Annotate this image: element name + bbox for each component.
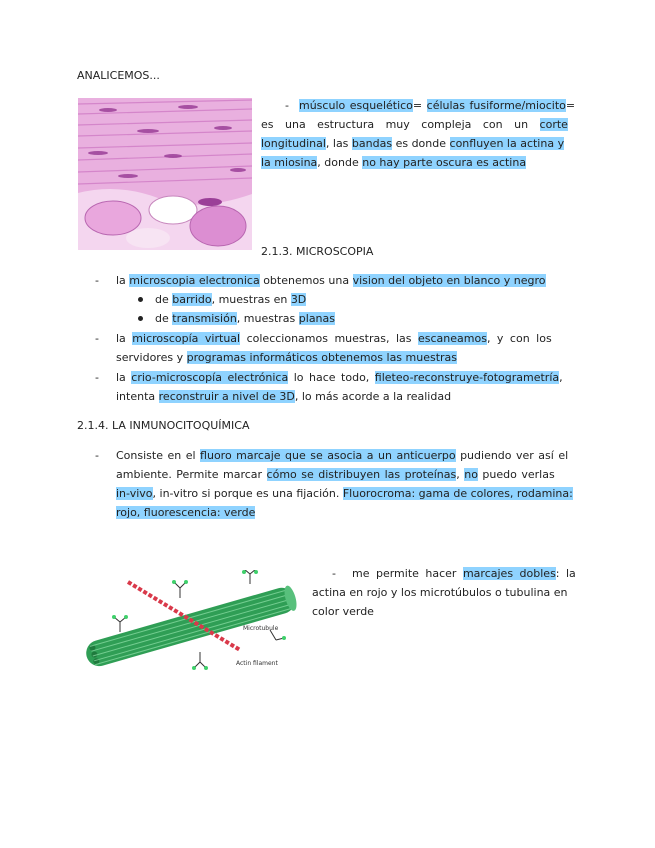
bullet-dash: - — [95, 449, 99, 462]
dobles-line-1 — [352, 564, 576, 583]
bullet-dash: - — [95, 371, 99, 384]
micro-bullet-3b — [116, 387, 451, 406]
micro-bullet-2a — [116, 329, 552, 348]
hl-bandas: bandas — [351, 137, 393, 150]
t: = — [565, 99, 576, 112]
t: : la — [555, 567, 576, 580]
t: , y con los — [486, 332, 552, 345]
t: lo hace todo, — [288, 371, 375, 384]
muscle-line-4 — [261, 153, 526, 172]
t: Consiste en el — [116, 449, 201, 462]
t: = — [412, 99, 427, 112]
t: servidores y — [116, 351, 187, 364]
inmuno-line-1 — [116, 446, 568, 465]
bullet-dash: - — [95, 332, 99, 345]
t: , muestras — [236, 312, 299, 325]
inmuno-line-3 — [116, 484, 573, 503]
t: es donde — [392, 137, 450, 150]
micro-sub-1 — [155, 290, 306, 309]
hl: crio-microscopía electrónica — [131, 371, 289, 384]
hl-longitudinal: longitudinal — [261, 137, 326, 150]
hl-celulas: células fusiforme/miocito — [426, 99, 566, 112]
hl-confluyen: confluyen la actina y — [449, 137, 565, 150]
hl: rojo, fluorescencia: verde — [116, 506, 256, 519]
t: pudiendo ver así el — [455, 449, 569, 462]
t: , muestras en — [211, 293, 291, 306]
micro-sub-2 — [155, 309, 335, 328]
dobles-line-2: actina en rojo y los microtúbulos o tubulina en — [312, 586, 568, 599]
muscle-line-3 — [261, 134, 564, 153]
hl: fluoro marcaje que se asocia a un anticuerpo — [200, 449, 456, 462]
muscle-histology-image — [78, 98, 252, 250]
hl: microscopia electronica — [129, 274, 260, 287]
t: coleccionamos muestras, las — [240, 332, 418, 345]
hl-corte: corte — [539, 118, 568, 131]
label-actin-filament: Actin filament — [236, 660, 278, 667]
hl: transmisión — [172, 312, 237, 325]
heading-analicemos: ANALICEMOS... — [77, 69, 160, 82]
t: intenta — [116, 390, 159, 403]
t: me permite hacer — [352, 567, 463, 580]
t: obtenemos una — [259, 274, 353, 287]
inmuno-line-4 — [116, 503, 255, 522]
bullet-dash: - — [332, 567, 336, 580]
hl-musculo: músculo esquelético — [299, 99, 413, 112]
t: de — [155, 293, 173, 306]
t: la — [116, 274, 130, 287]
t: la — [116, 332, 133, 345]
micro-bullet-2b — [116, 348, 457, 367]
bullet-dash: - — [95, 274, 99, 287]
hl: in-vivo — [116, 487, 153, 500]
hl: reconstruir a nivel de 3D — [158, 390, 295, 403]
sub-bullet-dot — [138, 297, 143, 302]
hl: programas informáticos obtenemos las muestras — [186, 351, 458, 364]
section-title-inmunocitoquimica: 2.1.4. LA INMUNOCITOQUÍMICA — [77, 419, 250, 432]
t: , — [456, 468, 465, 481]
t: , in-vitro si porque es una fijación. — [152, 487, 343, 500]
hl: no — [464, 468, 478, 481]
t: , lo más acorde a la realidad — [294, 390, 452, 403]
t: de — [155, 312, 173, 325]
hl: escaneamos — [417, 332, 487, 345]
t: ambiente. Permite marcar — [116, 468, 267, 481]
inmuno-line-2 — [116, 465, 555, 484]
hl-marcajes-dobles: marcajes dobles — [462, 567, 556, 580]
micro-bullet-3a — [116, 368, 563, 387]
t: la — [116, 371, 132, 384]
micro-bullet-1 — [116, 271, 546, 290]
t: , las — [325, 137, 352, 150]
hl: Fluorocroma: gama de colores, rodamina: — [342, 487, 573, 500]
hl: vision del objeto en blanco y negro — [352, 274, 546, 287]
t: , donde — [317, 156, 363, 169]
bullet-dash: - — [285, 99, 289, 112]
sub-bullet-dot — [138, 316, 143, 321]
muscle-line-1 — [299, 96, 579, 115]
label-microtubule: Microtubule — [243, 625, 279, 632]
hl-no-oscura: no hay parte oscura es actina — [362, 156, 527, 169]
hl: fileteo-reconstruye-fotogrametría — [374, 371, 560, 384]
hl: cómo se distribuyen las proteínas — [266, 468, 457, 481]
hl-miosina: la miosina — [261, 156, 318, 169]
t: es una estructura muy compleja con un — [261, 118, 540, 131]
hl: 3D — [290, 293, 307, 306]
hl: barrido — [172, 293, 212, 306]
hl: planas — [298, 312, 336, 325]
dobles-line-3: color verde — [312, 605, 374, 618]
t: , — [559, 371, 563, 384]
section-title-microscopia: 2.1.3. MICROSCOPIA — [261, 245, 374, 258]
t: puedo verlas — [477, 468, 555, 481]
hl: microscopía virtual — [132, 332, 241, 345]
muscle-line-2 — [261, 115, 568, 134]
